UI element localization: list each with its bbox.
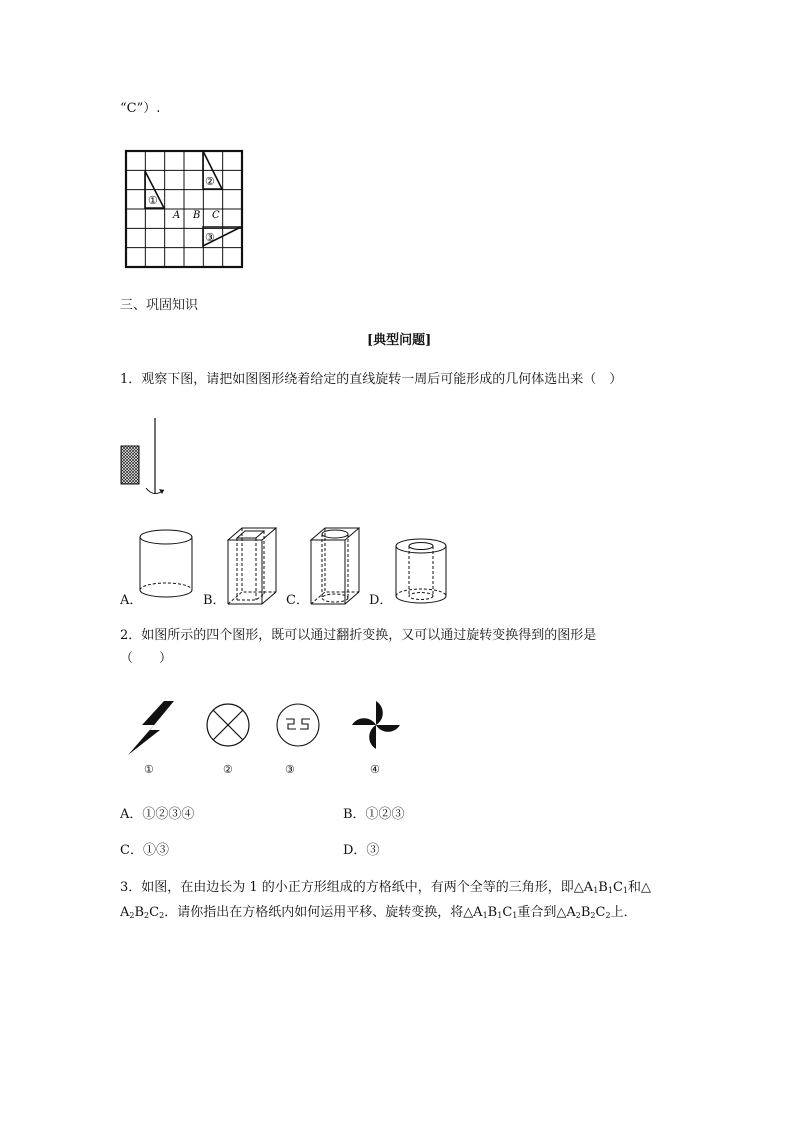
- circle-x-icon: [207, 704, 249, 746]
- q2-option-c[interactable]: C．①③: [120, 843, 169, 858]
- grid-label-1: ①: [148, 194, 158, 207]
- grid-label-b: B: [193, 210, 201, 221]
- option-d-tube: [396, 539, 446, 603]
- grid-figure: [126, 151, 242, 267]
- q2-option-a[interactable]: A．①②③④: [120, 807, 195, 822]
- option-c-prism: [311, 528, 359, 604]
- q2-figure-label-3: ③: [285, 763, 295, 776]
- q2-figure-label-4: ④: [370, 763, 380, 776]
- q2-figure-label-2: ②: [223, 763, 233, 776]
- typical-heading: [典型问题]: [367, 333, 432, 348]
- top-fragment: “C”）.: [120, 101, 161, 116]
- grid-label-2: ②: [205, 175, 215, 188]
- q1-option-b[interactable]: B．: [203, 593, 226, 608]
- section-title: 三、巩固知识: [120, 298, 199, 313]
- q2-option-d[interactable]: D．③: [343, 843, 380, 858]
- grid-label-c: C: [212, 210, 220, 221]
- q2-figures: [118, 697, 418, 759]
- q1-stem: 1．观察下图，请把如图图形绕着给定的直线旋转一周后可能形成的几何体选出来（ ）: [120, 372, 623, 387]
- option-a-cylinder: [140, 530, 192, 597]
- q2-stem-line2: （ ）: [120, 651, 173, 666]
- q2-stem-line1: 2．如图所示的四个图形，既可以通过翻折变换，又可以通过旋转变换得到的图形是: [120, 628, 597, 643]
- grid-label-a: A: [173, 210, 181, 221]
- option-b-prism: [228, 528, 276, 604]
- lightning-icon: [128, 701, 174, 755]
- q1-option-a[interactable]: A．: [120, 593, 143, 608]
- circle-pattern-icon: [277, 704, 319, 746]
- q2-option-b[interactable]: B．①②③: [343, 807, 405, 822]
- shaded-rectangle: [121, 446, 139, 484]
- grid-label-3: ③: [205, 231, 215, 244]
- rotation-figure: [118, 418, 178, 500]
- q3-line1: 3．如图，在由边长为 1 的小正方形组成的方格纸中，有两个全等的三角形，即$\triangle A_1B_1C_1$和△: [120, 880, 651, 895]
- q3-line2: $A_2B_2C_2$．请你指出在方格纸内如何运用平移、旋转变换，将$\triangle A_1B_1C_1$重合到$\triangle A_2B_2C_2$上．: [120, 905, 637, 920]
- pinwheel-icon: [352, 701, 400, 749]
- q1-option-c[interactable]: C．: [286, 593, 309, 608]
- q1-option-d[interactable]: D．: [369, 593, 393, 608]
- q2-figure-label-1: ①: [144, 763, 154, 776]
